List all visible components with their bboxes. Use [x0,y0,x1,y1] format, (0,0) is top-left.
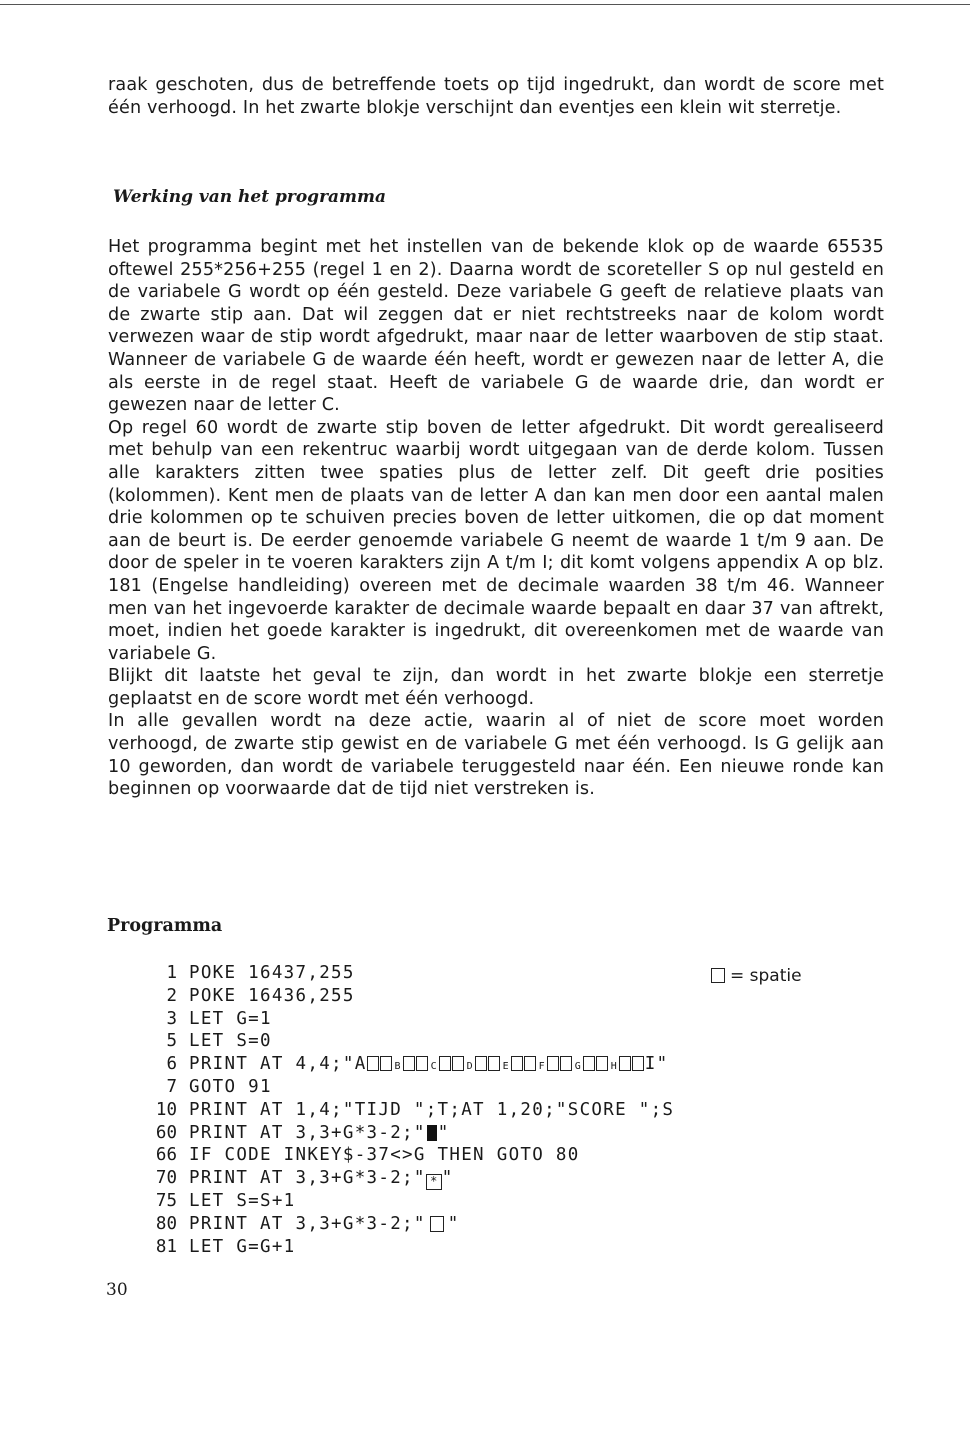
line-number: 5 [166,1031,177,1052]
code-text: PRINT AT 3,3+G*3-2;" [189,1122,426,1143]
space-box-icon [430,1216,444,1232]
code-text: I" [644,1054,669,1075]
body-paragraph: Het programma begint met het instellen van de bekende klok op de waarde 65535 oftewel 255*256+255 (regel 1 en 2). Daarna wordt de scoreteller S op nul gesteld en de variabele G wordt op één gesteld. Deze variabele G geeft de relatieve plaats van de zwarte stip aan. Dat wil zeggen dat er niet rechtstreeks naar de kolom wordt verwezen waar de stip wordt afgedrukt, maar naar de letter waarboven de stip staat. Wanneer de variabele G de waarde één heeft, wordt er gewezen naar de letter A, die als eerste in de regel staat. Heeft de variabele G de waarde drie, dan wordt er gewezen naar de letter C. [108,237,884,416]
body-paragraph: In alle gevallen wordt na deze actie, waarin al of niet de score moet worden verhoogd, de zwarte stip gewist en de variabele G met één verhoogd. Is G gelijk aan 10 geworden, dan wordt de variabele teruggesteld naar één. Een nieuwe ronde kan beginnen op voorwaarde dat de tijd niet verstreken is. [108,711,884,800]
body-paragraph: Blijkt dit laatste het geval te zijn, dan wordt in het zwarte blokje een sterretje geplaatst en de score wordt met één verhoogd. [108,666,884,709]
code-line [148,1008,674,1031]
line-number: 3 [166,1008,177,1029]
line-number: 6 [166,1054,177,1075]
code-text: POKE 16437,255 [189,963,355,983]
space-box-icon [547,1056,559,1071]
space-box-icon [416,1056,428,1071]
code-line [148,1236,674,1259]
code-text: " [447,1213,460,1234]
code-text: LET G=1 [189,1008,272,1029]
space-box-icon [560,1056,572,1071]
body-text [108,236,884,801]
code-line [148,1099,674,1122]
code-text: " [437,1122,450,1143]
top-rule [0,4,970,5]
space-box-icon [632,1056,644,1071]
code-letter: B [394,1061,401,1073]
code-text: GOTO 91 [189,1076,272,1097]
line-number: 81 [155,1236,177,1257]
space-box-icon [367,1056,379,1071]
line-number: 7 [166,1076,177,1097]
paragraph-intro [108,74,884,119]
code-letter: C [430,1061,437,1073]
code-text: PRINT AT 3,3+G*3-2;" [189,1168,426,1189]
code-line [148,1030,674,1053]
code-letter: F [538,1061,545,1073]
code-line [148,1122,674,1145]
space-box-icon [711,968,725,983]
space-box-icon [596,1056,608,1071]
code-line [148,1076,674,1099]
code-line [148,1053,674,1076]
line-number: 60 [155,1122,177,1143]
space-box-icon [475,1056,487,1071]
code-text: PRINT AT 1,4;"TIJD ";T;AT 1,20;"SCORE ";S [189,1099,675,1120]
code-text: " [441,1168,454,1189]
space-box-icon [511,1056,523,1071]
code-letter: E [502,1061,509,1073]
code-letter: D [466,1061,473,1073]
line-number: 70 [155,1168,177,1189]
space-box-icon [488,1056,500,1071]
code-text: POKE 16436,255 [189,985,355,1006]
code-text: LET S=S+1 [189,1190,296,1211]
code-text: LET G=G+1 [189,1236,296,1257]
line-number: 10 [155,1099,177,1120]
space-legend [711,966,802,986]
legend-text: = spatie [730,966,802,986]
code-text: IF CODE INKEY$-37<>G THEN GOTO 80 [189,1145,580,1166]
program-listing [148,962,674,1258]
space-box-icon [583,1056,595,1071]
page-number: 30 [106,1280,128,1300]
code-line [148,962,674,985]
code-letter: G [574,1061,581,1073]
line-number: 2 [166,985,177,1006]
line-number: 66 [155,1145,177,1166]
paragraph-text: raak geschoten, dus de betreffende toets op tijd ingedrukt, dan wordt de score met één verhoogd. In het zwarte blokje verschijnt dan eventjes een klein wit sterretje. [108,75,884,118]
code-line [148,1213,674,1236]
line-number: 75 [155,1190,177,1211]
space-box-icon [380,1056,392,1071]
space-box-icon [439,1056,451,1071]
code-letter: H [610,1061,617,1073]
space-box-icon [452,1056,464,1071]
code-text: PRINT AT 4,4;"A [189,1054,367,1075]
star-box-icon: * [426,1174,442,1190]
space-box-icon [524,1056,536,1071]
space-box-icon [619,1056,631,1071]
code-line [148,1144,674,1167]
code-line [148,1167,674,1190]
body-paragraph: Op regel 60 wordt de zwarte stip boven de letter afgedrukt. Dit wordt gerealiseerd met behulp van een rekentruc waarbij wordt uitgegaan van de derde kolom. Tussen alle karakters zitten twee spaties plus de letter zelf. Dit geeft drie posities (kolommen). Kent men de plaats van de letter A dan kan men door een aantal malen drie kolommen op te schuiven precies boven de letter uitkomen, die op dat moment aan de beurt is. De eerder genoemde variabele G neemt de waarde 1 t/m 9 aan. De door de speler in te voeren karakters zijn A t/m I; dit komt volgens appendix A op blz. 181 (Engelse handleiding) overeen met de decimale waarden 38 t/m 46. Wanneer men van het ingevoerde karakter de decimale waarde bepaalt en daar 37 van aftrekt, moet, indien het goede karakter is ingedrukt, dit overeenkomen met de waarde van variabele G. [108,417,884,664]
line-number: 80 [155,1213,177,1234]
section-heading-programma: Programma [107,916,223,936]
section-heading-werking: Werking van het programma [113,187,387,207]
code-line [148,985,674,1008]
black-block-icon [427,1125,437,1141]
code-text: PRINT AT 3,3+G*3-2;" [189,1213,426,1234]
code-text: LET S=0 [189,1031,272,1052]
code-line [148,1190,674,1213]
line-number: 1 [166,963,177,983]
space-box-icon [403,1056,415,1071]
